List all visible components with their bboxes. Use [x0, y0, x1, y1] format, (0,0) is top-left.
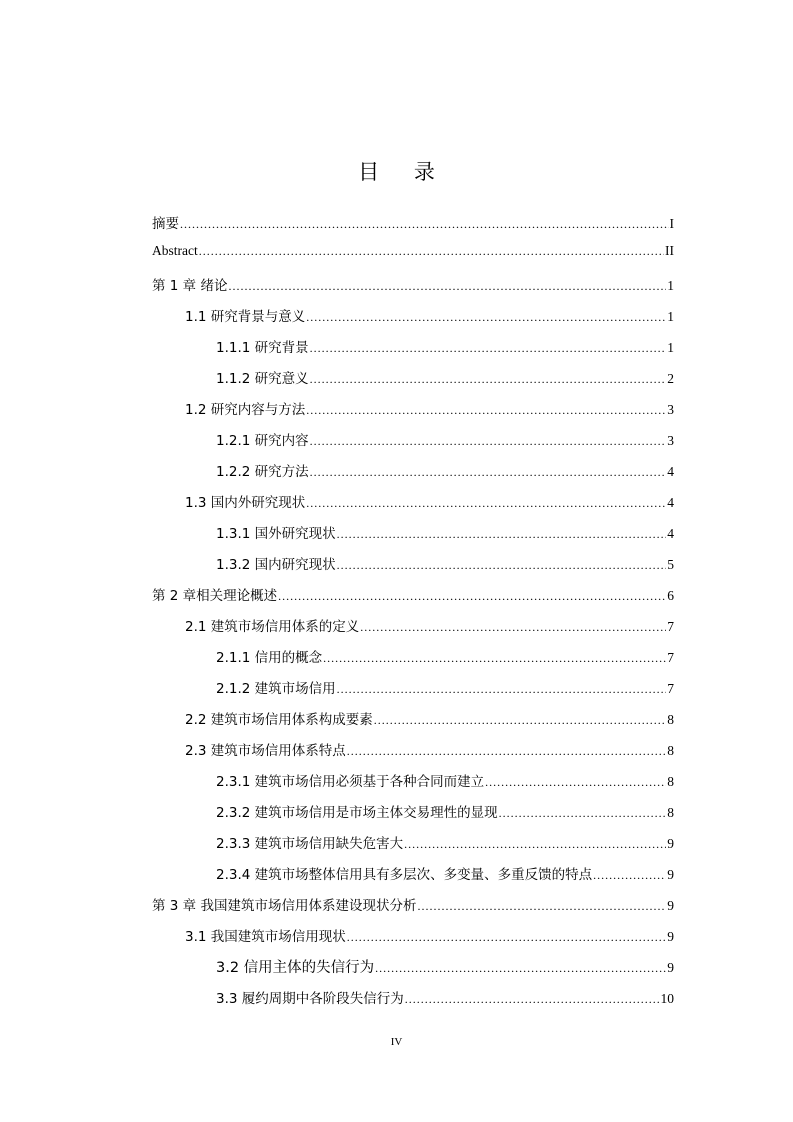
toc-entry-label: 1.2 研究内容与方法 [185, 402, 306, 418]
toc-entry-page: 4 [667, 464, 674, 479]
toc-entry[interactable] [152, 708, 674, 739]
toc-entry-label: 1.1 研究背景与意义 [185, 309, 306, 325]
toc-entry-page: 2 [667, 371, 674, 386]
toc-entry-label: 2.3 建筑市场信用体系特点 [185, 743, 346, 759]
toc-entry-label: 1.2.2 研究方法 [216, 464, 309, 480]
toc-entry[interactable] [152, 367, 674, 398]
page-number: IV [390, 1036, 403, 1048]
toc-entry[interactable] [152, 925, 674, 956]
toc-entry[interactable] [152, 460, 674, 491]
toc-entry-page: 8 [667, 774, 674, 789]
toc-entry-label: 2.3.3 建筑市场信用缺失危害大 [216, 836, 404, 852]
toc-entry-page: 5 [667, 557, 674, 572]
toc-entry-label: 第 3 章 我国建筑市场信用体系建设现状分析 [152, 898, 417, 914]
toc-entry-page: 1 [667, 340, 674, 355]
toc-entry-page: 9 [667, 898, 674, 913]
toc-entry[interactable] [152, 212, 674, 243]
toc-entry-page: 7 [667, 619, 674, 634]
toc-entry[interactable] [152, 553, 674, 584]
toc-entry[interactable] [152, 584, 674, 615]
toc-entry[interactable] [152, 956, 674, 987]
toc-entry[interactable] [152, 398, 674, 429]
toc-entry-label: 2.3.1 建筑市场信用必须基于各种合同而建立 [216, 774, 485, 790]
toc-entry[interactable] [152, 770, 674, 801]
toc-entry-page: 9 [667, 960, 674, 975]
toc-entry[interactable] [152, 522, 674, 553]
toc-entry[interactable] [152, 305, 674, 336]
toc-entry-label: 2.3.2 建筑市场信用是市场主体交易理性的显现 [216, 805, 498, 821]
toc-entry-page: 4 [667, 495, 674, 510]
toc-entry-page: 7 [667, 650, 674, 665]
toc-entry-page: 8 [667, 805, 674, 820]
toc-entry[interactable] [152, 863, 674, 894]
toc-entry-label: 2.3.4 建筑市场整体信用具有多层次、多变量、多重反馈的特点 [216, 867, 593, 883]
toc-entry[interactable] [152, 801, 674, 832]
toc-entry-page: 3 [667, 402, 674, 417]
toc-entry[interactable] [152, 274, 674, 305]
toc-entry[interactable] [152, 739, 674, 770]
toc-entry-page: 3 [667, 433, 674, 448]
toc-entry-page: 9 [667, 867, 674, 882]
toc-entry[interactable] [152, 243, 674, 274]
toc-entry-label: 1.3.2 国内研究现状 [216, 557, 336, 573]
toc-entry[interactable] [152, 646, 674, 677]
toc-entry[interactable] [152, 429, 674, 460]
toc-entry-label: 第 1 章 绪论 [152, 278, 228, 294]
toc-entry[interactable] [152, 336, 674, 367]
toc-entry-label: 1.2.1 研究内容 [216, 433, 309, 449]
toc-entry-label: 1.1.1 研究背景 [216, 340, 309, 356]
toc-entry-page: 6 [667, 588, 674, 603]
toc-entry[interactable] [152, 894, 674, 925]
toc-entry-label: 2.1.1 信用的概念 [216, 650, 323, 666]
toc-entry[interactable] [152, 987, 674, 1018]
toc-entry-label: 第 2 章相关理论概述 [152, 588, 278, 604]
toc-entry-label: 1.3 国内外研究现状 [185, 495, 306, 511]
toc-entry-page: 8 [667, 712, 674, 727]
toc-entry-page: 9 [667, 929, 674, 944]
toc-entry-page: 4 [667, 526, 674, 541]
toc-entry-label: 2.2 建筑市场信用体系构成要素 [185, 712, 373, 728]
toc-entry[interactable] [152, 615, 674, 646]
toc-entry-label: 摘要 [152, 216, 179, 232]
toc-entry-label: 1.1.2 研究意义 [216, 371, 309, 387]
table-of-contents [152, 212, 674, 1018]
toc-entry-page: 1 [667, 309, 674, 324]
toc-entry-page: 9 [667, 836, 674, 851]
toc-entry-label: Abstract [152, 243, 198, 258]
toc-entry-page: 10 [660, 991, 674, 1006]
toc-entry-label: 3.1 我国建筑市场信用现状 [185, 929, 346, 945]
toc-entry[interactable] [152, 832, 674, 863]
toc-entry-label: 2.1 建筑市场信用体系的定义 [185, 619, 360, 635]
toc-entry-label: 2.1.2 建筑市场信用 [216, 681, 336, 697]
toc-entry-label: 3.3 履约周期中各阶段失信行为 [216, 991, 404, 1007]
toc-entry-page: 1 [667, 278, 674, 293]
toc-entry-label: 3.2 信用主体的失信行为 [216, 960, 375, 976]
toc-entry-page: I [669, 216, 674, 231]
toc-entry-page: II [665, 243, 674, 258]
toc-entry[interactable] [152, 677, 674, 708]
toc-entry[interactable] [152, 491, 674, 522]
toc-entry-label: 1.3.1 国外研究现状 [216, 526, 336, 542]
toc-entry-page: 8 [667, 743, 674, 758]
toc-entry-page: 7 [667, 681, 674, 696]
toc-title: 目 录 [358, 160, 449, 184]
